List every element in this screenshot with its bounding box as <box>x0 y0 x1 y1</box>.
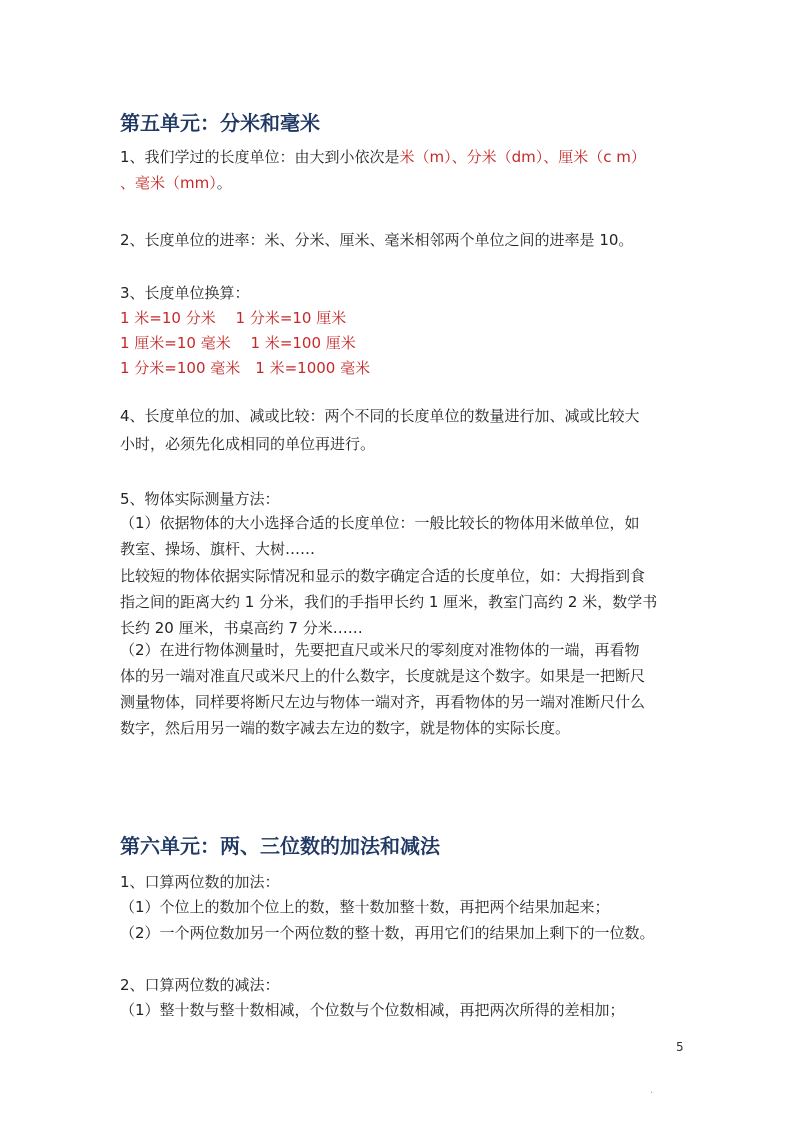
unit5-p1-units-line1: 米（m）、分米（dm）、厘米（c m） <box>399 148 646 166</box>
unit5-p5-line5: 长约 20 厘米，书桌高约 7 分米…… <box>120 619 363 637</box>
unit5-p5-line8: 测量物体，同样要将断尺左边与物体一端对齐，再看物体的另一端对准断尺什么 <box>120 693 646 711</box>
watermark: · <box>650 1088 655 1099</box>
unit6-p2-title: 2、口算两位数的减法： <box>120 976 280 994</box>
conversion-row-3: 1 分米=100 毫米 1 米=1000 毫米 <box>120 359 371 377</box>
unit5-p5-title: 5、物体实际测量方法： <box>120 490 280 508</box>
unit5-p1-line2 <box>120 173 232 193</box>
unit5-p1-end: 。 <box>216 174 232 192</box>
unit5-p5-line6: （2）在进行物体测量时，先要把直尺或米尺的零刻度对准物体的一端，再看物 <box>120 641 640 659</box>
unit6-p1-line2: （2）一个两位数加另一个两位数的整十数，再用它们的结果加上剩下的一位数。 <box>120 924 655 942</box>
unit5-p1-units-line2: 、毫米（mm） <box>120 174 217 192</box>
unit6-p1-title: 1、口算两位数的加法： <box>120 873 280 891</box>
conversion-row-1: 1 米=10 分米 1 分米=10 厘米 <box>120 309 347 327</box>
unit5-p5-line9: 数字，然后用另一端的数字减去左边的数字，就是物体的实际长度。 <box>120 719 571 737</box>
unit6-heading: 第六单元：两、三位数的加法和减法 <box>120 834 440 858</box>
unit5-p5-line4: 指之间的距离大约 1 分米，我们的手指甲长约 1 厘米，教室门高约 2 米，数学书 <box>120 593 658 611</box>
conversion-row-2: 1 厘米=10 毫米 1 米=100 厘米 <box>120 334 356 352</box>
unit6-p2-line1: （1）整十数与整十数相减，个位数与个位数相减，再把两次所得的差相加； <box>120 1001 625 1019</box>
unit5-p2: 2、长度单位的进率：米、分米、厘米、毫米相邻两个单位之间的进率是 10。 <box>120 231 634 249</box>
unit5-heading: 第五单元：分米和毫米 <box>120 111 320 135</box>
unit5-p5-line3: 比较短的物体依据实际情况和显示的数字确定合适的长度单位，如：大拇指到食 <box>120 567 646 585</box>
unit5-p4-line1: 4、长度单位的加、减或比较：两个不同的长度单位的数量进行加、减或比较大 <box>120 407 640 425</box>
unit5-p5-line2: 教室、操场、旗杆、大树…… <box>120 540 316 558</box>
unit5-p5-line1: （1）依据物体的大小选择合适的长度单位：一般比较长的物体用米做单位，如 <box>120 514 640 532</box>
unit6-p1-line1: （1）个位上的数加个位上的数，整十数加整十数，再把两个结果加起来； <box>120 898 610 916</box>
page-number: 5 <box>676 1040 684 1054</box>
unit5-p1-line1 <box>120 147 646 167</box>
unit5-p4-line2: 小时，必须先化成相同的单位再进行。 <box>120 435 376 453</box>
unit5-p1-prefix: 1、我们学过的长度单位：由大到小依次是 <box>120 148 400 166</box>
unit5-p3-title: 3、长度单位换算： <box>120 284 250 302</box>
unit5-p5-line7: 体的另一端对准直尺或米尺上的什么数字，长度就是这个数字。如果是一把断尺 <box>120 667 646 685</box>
